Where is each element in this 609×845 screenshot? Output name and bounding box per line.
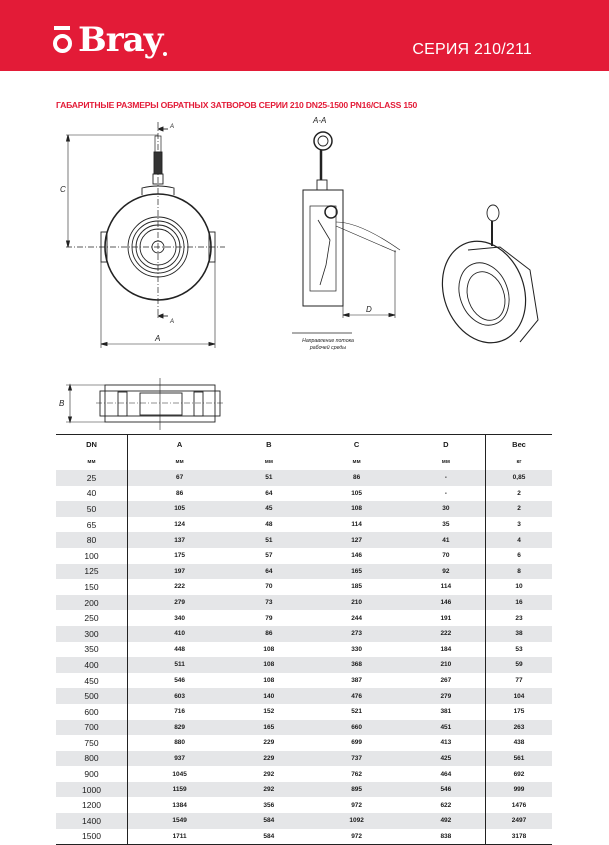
flow-direction-caption [288, 338, 368, 351]
table-row [56, 642, 552, 658]
dim-c-label: C [60, 185, 66, 194]
cell-dn: 25 [56, 470, 128, 486]
cell-a: 124 [174, 521, 186, 529]
cell-d: 70 [442, 552, 450, 560]
cell-c: 1092 [306, 813, 406, 829]
cell-b: 51 [231, 470, 306, 486]
series-label: СЕРИЯ 210/211 [412, 41, 532, 58]
cell-d: 184 [440, 645, 452, 653]
table-row [56, 564, 552, 580]
cell-d: 35 [442, 521, 450, 529]
cell-c: 972 [306, 829, 406, 845]
cell-dn: 500 [56, 688, 128, 704]
cell-weight: 59 [486, 657, 553, 673]
cell-weight: 263 [486, 720, 553, 736]
cell-weight: 3178 [486, 829, 553, 845]
table-row [56, 688, 552, 704]
cell-a: 340 [174, 614, 186, 622]
cell-a: 86 [176, 489, 184, 497]
cell-d: 30 [407, 501, 486, 517]
cell-d: 381 [440, 708, 452, 716]
section-title: A-A [313, 116, 327, 125]
cell-d: 41 [407, 532, 486, 548]
cell-c: 737 [306, 751, 406, 767]
cell-a: 546 [174, 677, 186, 685]
table-row [56, 470, 552, 486]
cell-c: 330 [351, 645, 363, 653]
cell-a: 511 [128, 657, 232, 673]
table-row [56, 532, 552, 548]
cell-b: 70 [265, 583, 273, 591]
front-view-drawing [66, 122, 225, 348]
cell-a: 1384 [172, 801, 187, 809]
dim-b-label: B [59, 399, 65, 408]
cell-d: 622 [440, 801, 452, 809]
cell-a: 137 [128, 532, 232, 548]
cell-dn: 1400 [56, 813, 128, 829]
cell-d: - [407, 470, 486, 486]
table-row [56, 720, 552, 736]
cell-weight: 6 [486, 548, 553, 564]
cell-weight: 2 [486, 501, 553, 517]
cell-c: 210 [306, 595, 406, 611]
cell-b: 165 [231, 720, 306, 736]
cell-b: 51 [231, 532, 306, 548]
cell-dn: 1200 [56, 797, 128, 813]
cell-weight: 23 [486, 610, 553, 626]
cell-a: 1045 [172, 770, 187, 778]
cell-a: 105 [128, 501, 232, 517]
cell-a: 67 [128, 470, 232, 486]
cell-dn: 125 [56, 564, 128, 580]
cell-b: 140 [231, 688, 306, 704]
cell-d: - [444, 489, 447, 497]
cell-c: 244 [351, 614, 363, 622]
cell-a: 222 [174, 583, 186, 591]
cell-dn: 65 [56, 517, 128, 533]
cell-a: 410 [128, 626, 232, 642]
cell-c: 127 [306, 532, 406, 548]
cell-a: 880 [174, 739, 186, 747]
col-header-weight: Вес [486, 435, 553, 454]
col-header-b: B [231, 435, 306, 454]
cell-weight: 3 [486, 517, 553, 533]
cell-dn: 1000 [56, 782, 128, 798]
cell-c: 387 [351, 677, 363, 685]
table-row [56, 782, 552, 798]
cell-weight: 10 [486, 579, 553, 595]
cell-dn: 300 [56, 626, 128, 642]
cell-c: 762 [351, 770, 363, 778]
cell-weight: 16 [486, 595, 553, 611]
table-row [56, 595, 552, 611]
cell-a: 175 [174, 552, 186, 560]
cell-weight: 561 [486, 751, 553, 767]
cell-c: 521 [351, 708, 363, 716]
unit-dn: мм [56, 453, 128, 470]
section-mark-top: A [170, 124, 175, 130]
cell-c: 165 [306, 564, 406, 580]
table-row [56, 486, 552, 502]
cell-a: 937 [128, 751, 232, 767]
table-row [56, 829, 552, 845]
cell-b: 292 [263, 770, 275, 778]
flow-caption-line1: Направление потока [302, 338, 354, 344]
cell-c: 114 [351, 521, 362, 529]
cell-d: 92 [407, 564, 486, 580]
unit-d: мм [441, 458, 450, 465]
table-row [56, 766, 552, 782]
cell-dn: 40 [56, 486, 128, 502]
cell-c: 660 [306, 720, 406, 736]
cell-weight: 8 [486, 564, 553, 580]
cell-b: 108 [263, 677, 275, 685]
cell-b: 584 [231, 813, 306, 829]
table-header-row [56, 435, 552, 454]
cell-a: 197 [128, 564, 232, 580]
dim-a-label: A [155, 334, 161, 343]
cell-c: 368 [306, 657, 406, 673]
col-header-dn: DN [56, 435, 128, 454]
cell-dn: 900 [56, 766, 128, 782]
cell-c: 185 [351, 583, 363, 591]
cell-b: 229 [263, 739, 275, 747]
cell-dn: 450 [56, 673, 128, 689]
cell-b: 64 [231, 564, 306, 580]
cell-d: 492 [407, 813, 486, 829]
cell-a: 1711 [128, 829, 232, 845]
cell-a: 829 [128, 720, 232, 736]
cell-d: 267 [440, 677, 452, 685]
cell-c: 105 [351, 489, 363, 497]
cell-weight: 2 [486, 486, 553, 502]
table-row [56, 657, 552, 673]
cell-a: 1549 [128, 813, 232, 829]
cell-b: 48 [265, 521, 273, 529]
section-mark-bottom: A [170, 319, 175, 325]
cell-weight: 1476 [486, 797, 553, 813]
cell-b: 73 [231, 595, 306, 611]
cell-b: 64 [265, 489, 273, 497]
cell-weight: 0,85 [486, 470, 553, 486]
cell-dn: 350 [56, 642, 128, 658]
cell-weight: 999 [486, 782, 553, 798]
cell-d: 222 [407, 626, 486, 642]
cell-dn: 200 [56, 595, 128, 611]
cell-c: 972 [351, 801, 363, 809]
cell-dn: 750 [56, 735, 128, 751]
table-row [56, 501, 552, 517]
cell-b: 86 [231, 626, 306, 642]
page-title: ГАБАРИТНЫЕ РАЗМЕРЫ ОБРАТНЫХ ЗАТВОРОВ СЕРИИ 210 DN25-1500 PN16/CLASS 150 [56, 100, 418, 110]
unit-a: мм [175, 458, 184, 465]
flow-caption-line2: рабочей среды [309, 344, 347, 351]
table-row [56, 548, 552, 564]
cell-weight: 692 [486, 766, 553, 782]
cell-c: 895 [306, 782, 406, 798]
cell-c: 108 [306, 501, 406, 517]
cell-dn: 100 [56, 548, 128, 564]
cell-weight: 4 [486, 532, 553, 548]
table-row [56, 610, 552, 626]
table-row [56, 813, 552, 829]
cell-c: 699 [351, 739, 363, 747]
table-row [56, 735, 552, 751]
unit-b: мм [264, 458, 273, 465]
valve-3d-icon [429, 205, 540, 355]
cell-weight: 175 [486, 704, 553, 720]
cell-b: 108 [231, 657, 306, 673]
cell-dn: 250 [56, 610, 128, 626]
cell-dn: 600 [56, 704, 128, 720]
cell-d: 114 [440, 583, 452, 591]
table-row [56, 579, 552, 595]
cell-weight: 77 [486, 673, 553, 689]
cell-c: 86 [306, 470, 406, 486]
unit-weight: кг [486, 453, 553, 470]
cell-d: 413 [440, 739, 452, 747]
cell-a: 448 [174, 645, 186, 653]
cell-c: 146 [351, 552, 363, 560]
cell-a: 716 [174, 708, 186, 716]
table-row [56, 626, 552, 642]
dim-d-label: D [366, 305, 372, 314]
cell-b: 45 [231, 501, 306, 517]
cell-b: 584 [231, 829, 306, 845]
table-row [56, 673, 552, 689]
cell-d: 279 [407, 688, 486, 704]
cell-weight: 53 [486, 642, 553, 658]
col-header-a: A [128, 435, 232, 454]
cell-d: 146 [407, 595, 486, 611]
table-body [56, 470, 552, 845]
cell-b: 356 [263, 801, 275, 809]
col-header-c: C [306, 435, 406, 454]
cell-a: 279 [128, 595, 232, 611]
cell-b: 292 [231, 782, 306, 798]
cell-dn: 80 [56, 532, 128, 548]
cell-dn: 150 [56, 579, 128, 595]
cell-b: 108 [263, 645, 275, 653]
cell-dn: 700 [56, 720, 128, 736]
cell-d: 425 [407, 751, 486, 767]
cell-d: 191 [440, 614, 452, 622]
cell-weight: 438 [486, 735, 553, 751]
cell-b: 57 [265, 552, 273, 560]
table-row [56, 704, 552, 720]
cell-d: 546 [407, 782, 486, 798]
dimensions-table [56, 434, 552, 845]
table-row [56, 751, 552, 767]
col-header-d: D [407, 435, 486, 454]
cell-weight: 38 [486, 626, 553, 642]
cell-weight: 104 [486, 688, 553, 704]
table-units-row [56, 453, 552, 470]
cell-d: 838 [407, 829, 486, 845]
cell-b: 229 [231, 751, 306, 767]
cell-a: 1159 [128, 782, 232, 798]
cell-d: 451 [407, 720, 486, 736]
cell-weight: 2497 [486, 813, 553, 829]
cell-b: 79 [265, 614, 273, 622]
side-view-drawing [66, 378, 225, 430]
cell-dn: 50 [56, 501, 128, 517]
cell-c: 476 [306, 688, 406, 704]
cell-dn: 800 [56, 751, 128, 767]
cell-dn: 400 [56, 657, 128, 673]
cell-dn: 1500 [56, 829, 128, 845]
table-row [56, 517, 552, 533]
unit-c: мм [352, 458, 361, 465]
cell-d: 210 [407, 657, 486, 673]
cell-c: 273 [306, 626, 406, 642]
cell-a: 603 [128, 688, 232, 704]
brand-name: Bray [78, 20, 163, 60]
section-view-drawing [292, 132, 400, 333]
table-row [56, 797, 552, 813]
cell-b: 152 [263, 708, 275, 716]
cell-d: 464 [440, 770, 452, 778]
